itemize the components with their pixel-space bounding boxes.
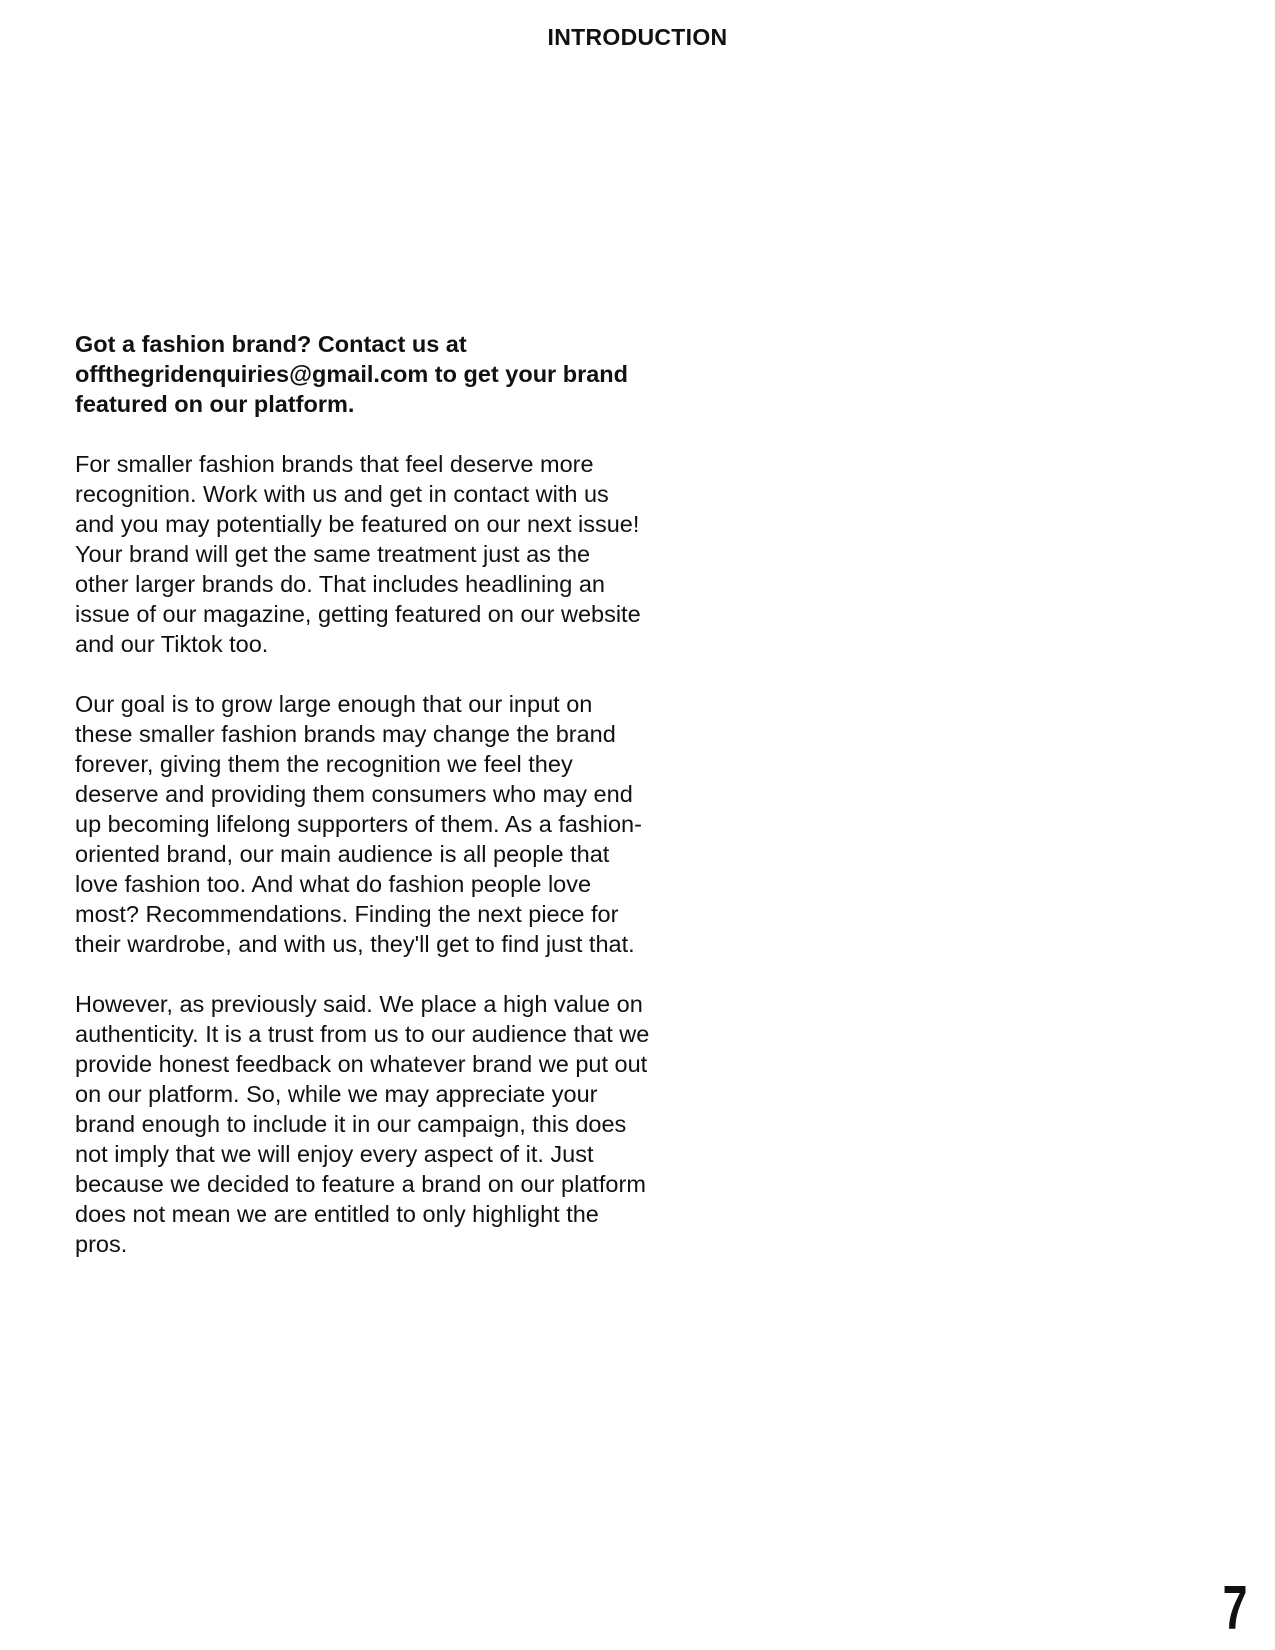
lead-paragraph: Got a fashion brand? Contact us at offthegridenquiries@gmail.com to get your brand featured on our platform. (75, 331, 629, 417)
paragraph-1: For smaller fashion brands that feel deserve more recognition. Work with us and get in contact with us and you may potentially be featured on our next issue! Your brand will get the same treatment just as the other larger brands do. That includes headlining an issue of our magazine, getting featured on our website and our Tiktok too. (75, 451, 641, 657)
page-number: 7 (1222, 1574, 1247, 1643)
paragraph-3: However, as previously said. We place a high value on authenticity. It is a trust from us to our audience that we provide honest feedback on whatever brand we put out on our platform. So, while we may appreciate your brand enough to include it in our campaign, this does not imply that we will enjoy every aspect of it. Just because we decided to feature a brand on our platform does not mean we are entitled to only highlight the pros. (75, 991, 650, 1257)
body-text (75, 329, 650, 1289)
page-title: INTRODUCTION (547, 24, 728, 50)
paragraph-2: Our goal is to grow large enough that our input on these smaller fashion brands may change the brand forever, giving them the recognition we feel they deserve and providing them consumers who may end up becoming lifelong supporters of them. As a fashion-oriented brand, our main audience is all people that love fashion too. And what do fashion people love most? Recommendations. Finding the next piece for their wardrobe, and with us, they'll get to find just that. (75, 691, 642, 957)
